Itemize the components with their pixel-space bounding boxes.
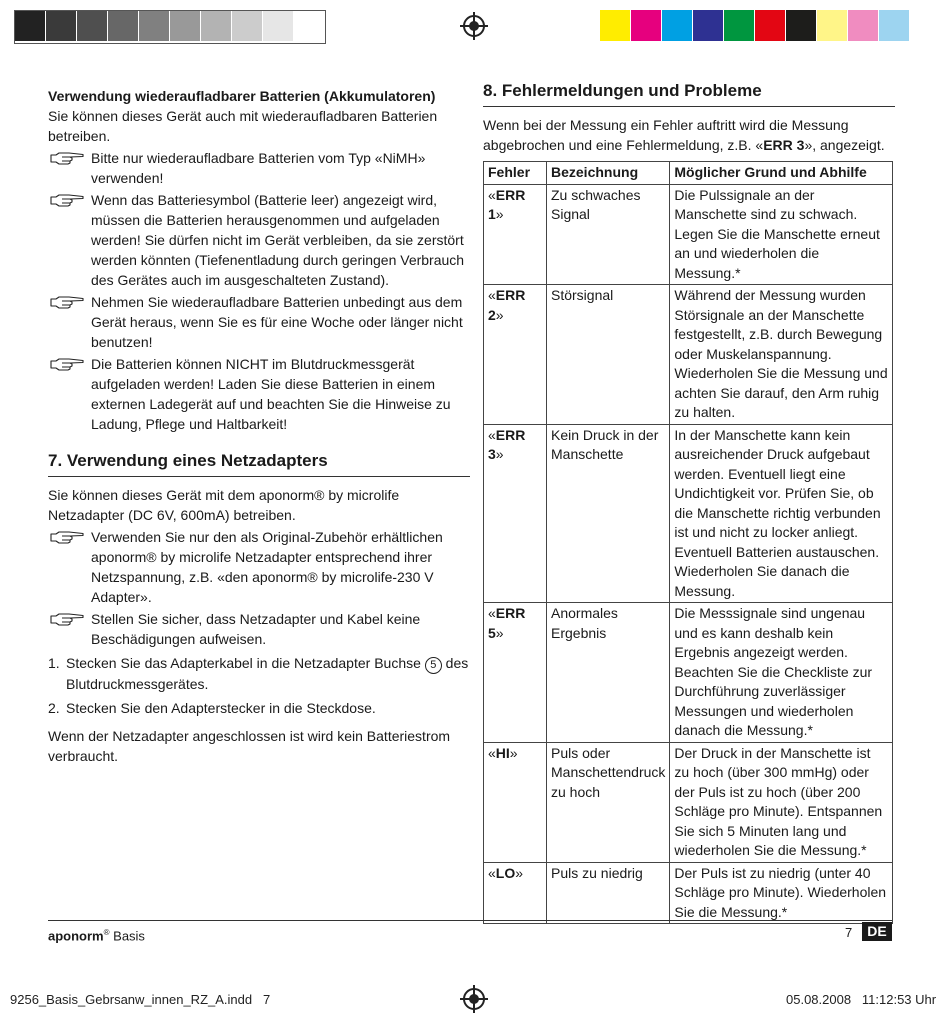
header-bezeichnung: Bezeichnung	[547, 162, 670, 185]
color-swatch	[232, 11, 263, 41]
errors-intro	[483, 115, 895, 155]
step-item	[48, 698, 470, 718]
footer-brand: aponorm	[48, 928, 104, 944]
error-name: Puls zu niedrig	[547, 862, 670, 924]
color-swatch	[631, 10, 662, 41]
error-code: ERR 3	[488, 426, 526, 462]
grey-calibration-bar	[14, 10, 326, 44]
footer-rule	[48, 920, 892, 921]
slug-filename: 9256_Basis_Gebrsanw_innen_RZ_A.indd 7	[10, 992, 271, 1007]
error-code: LO	[495, 864, 516, 881]
color-swatch	[15, 11, 46, 41]
table-row	[484, 603, 893, 743]
color-swatch	[724, 10, 755, 41]
step-item	[48, 653, 470, 694]
error-remedy: In der Manschette kann kein ausreichender Druck aufgebaut werden. Eventuell liegt eine Undichtigkeit vor. Prüfen Sie, ob die Manschette richtig verbunden ist und nicht zu locker anliegt. Eventuell Batterien austauschen. Wiederholen Sie danach die Messung.	[670, 424, 893, 603]
adapter-outro: Wenn der Netzadapter angeschlossen ist wird kein Batteriestrom verbraucht.	[48, 728, 451, 764]
errors-intro-text: Wenn bei der Messung ein Fehler auftritt wird die Messung abgebrochen und eine Fehlermeldung, z.B. «	[483, 117, 849, 153]
table-row	[484, 424, 893, 603]
error-code-cell: «ERR 1»	[484, 184, 547, 285]
error-name: Störsignal	[547, 285, 670, 425]
error-remedy: Während der Messung wurden Störsignale an der Manschette festgestellt, z.B. durch Bewegung oder Muskelanspannung. Wiederholen Sie die Messung und achten Sie darauf, den Arm ruhig zu halten.	[670, 285, 893, 425]
error-table	[483, 161, 893, 924]
color-swatch	[693, 10, 724, 41]
table-row	[484, 862, 893, 924]
note-item	[48, 354, 470, 434]
note-item	[48, 527, 470, 607]
footer-product-name: Basis	[109, 928, 145, 944]
color-swatch	[77, 11, 108, 41]
socket-number-badge: 5	[425, 657, 442, 674]
color-swatch	[201, 11, 232, 41]
adapter-notes	[48, 527, 470, 649]
color-swatch	[662, 10, 693, 41]
table-row	[484, 184, 893, 285]
step-number: 1.	[48, 655, 60, 671]
error-code: ERR 5	[488, 605, 526, 641]
color-swatch	[817, 10, 848, 41]
step-number: 2.	[48, 700, 60, 716]
color-swatch	[879, 10, 910, 41]
error-name: Zu schwaches Signal	[547, 184, 670, 285]
note-text: Verwenden Sie nur den als Original-Zubehör erhältlichen aponorm® by microlife Netzadapter entsprechend ihrer Netzspannung, z.B. «den aponorm® by microlife-230 V Adapter».	[91, 529, 443, 605]
table-row	[484, 742, 893, 862]
step-text: Stecken Sie den Adapterstecker in die Steckdose.	[66, 700, 376, 716]
error-table-header	[484, 162, 893, 185]
adapter-intro: Sie können dieses Gerät mit dem aponorm® by microlife Netzadapter (DC 6V, 600mA) betreiben.	[48, 487, 400, 523]
color-swatch	[263, 11, 294, 41]
errors-intro-code: ERR 3	[763, 137, 805, 153]
pointing-hand-icon	[50, 529, 84, 545]
note-text: Bitte nur wiederaufladbare Batterien vom Typ «NiMH» verwenden!	[91, 150, 426, 186]
note-item	[48, 609, 470, 649]
pointing-hand-icon	[50, 192, 84, 208]
note-text: Stellen Sie sicher, dass Netzadapter und Kabel keine Beschädigungen aufweisen.	[91, 611, 421, 647]
error-code-cell: «ERR 2»	[484, 285, 547, 425]
color-swatch	[139, 11, 170, 41]
error-remedy: Die Pulssignale an der Manschette sind zu schwach. Legen Sie die Manschette erneut an und wiederholen die Messung.*	[670, 184, 893, 285]
batteries-heading: Verwendung wiederaufladbarer Batterien (Akkumulatoren)	[48, 88, 436, 104]
step-text: Stecken Sie das Adapterkabel in die Netzadapter Buchse	[66, 655, 421, 671]
note-item	[48, 292, 470, 352]
note-text: Nehmen Sie wiederaufladbare Batterien unbedingt aus dem Gerät heraus, wenn Sie es für eine Woche oder länger nicht benutzen!	[91, 294, 463, 350]
error-code-cell: «ERR 3»	[484, 424, 547, 603]
error-code-cell: «ERR 5»	[484, 603, 547, 743]
page-number: 7	[845, 925, 853, 940]
color-swatch	[170, 11, 201, 41]
color-swatch	[294, 11, 325, 41]
section-8-heading	[483, 80, 895, 107]
section-7-heading	[48, 450, 470, 477]
error-remedy: Die Messsignale sind ungenau und es kann deshalb kein Ergebnis angezeigt werden. Beachten Sie die Checkliste zur Durchführung zuverlässiger Messungen und wiederholen danach die Messung.*	[670, 603, 893, 743]
language-badge: DE	[862, 922, 892, 941]
section-8-title: 8. Fehlermeldungen und Probleme	[483, 81, 762, 100]
registration-mark-icon	[463, 15, 485, 37]
note-item	[48, 148, 470, 188]
section-7-title: 7. Verwendung eines Netzadapters	[48, 451, 328, 470]
footer-brand-mark: ®	[103, 928, 110, 937]
batteries-intro: Sie können dieses Gerät auch mit wiederaufladbaren Batterien betreiben.	[48, 108, 438, 144]
pointing-hand-icon	[50, 356, 84, 372]
right-column	[483, 80, 895, 924]
error-name: Kein Druck in der Manschette	[547, 424, 670, 603]
pointing-hand-icon	[50, 150, 84, 166]
footer-product	[48, 923, 145, 946]
color-swatch	[786, 10, 817, 41]
table-row	[484, 285, 893, 425]
error-name: Anormales Ergebnis	[547, 603, 670, 743]
color-swatch	[600, 10, 631, 41]
error-remedy: Der Druck in der Manschette ist zu hoch (über 300 mmHg) oder der Puls ist zu hoch (über 200 Schläge pro Minute). Entspannen Sie sich 5 Minuten lang und wiederholen Sie die Messung.*	[670, 742, 893, 862]
color-swatch	[46, 11, 77, 41]
header-abhilfe: Möglicher Grund und Abhilfe	[670, 162, 893, 185]
error-code: ERR 2	[488, 287, 526, 323]
color-calibration-bar	[600, 10, 910, 42]
adapter-steps	[48, 653, 470, 718]
pointing-hand-icon	[50, 294, 84, 310]
left-column	[48, 86, 470, 766]
error-code: ERR 1	[488, 186, 526, 222]
slug-timestamp: 05.08.2008 11:12:53 Uhr	[786, 992, 937, 1007]
note-item	[48, 190, 470, 290]
error-code-cell: «LO»	[484, 862, 547, 924]
pointing-hand-icon	[50, 611, 84, 627]
step-text-end: des Blutdruckmessgerätes.	[66, 655, 469, 692]
header-fehler: Fehler	[484, 162, 547, 185]
error-code: HI	[495, 744, 510, 761]
battery-notes	[48, 148, 470, 434]
note-text: Wenn das Batteriesymbol (Batterie leer) angezeigt wird, müssen die Batterien herausgenommen und aufgeladen werden! Sie dürfen nicht im Gerät verbleiben, da sie zerstört werden könnten (Tiefenentladung durch geringen Verbrauch des Gerätes auch im ausgeschalteten Zustand).	[91, 192, 465, 288]
error-code-cell: «HI»	[484, 742, 547, 862]
errors-intro-text-end: », angezeigt.	[804, 137, 885, 153]
error-remedy: Der Puls ist zu niedrig (unter 40 Schläge pro Minute). Wiederholen Sie die Messung.*	[670, 862, 893, 924]
registration-mark-icon	[463, 988, 485, 1010]
note-text: Die Batterien können NICHT im Blutdruckmessgerät aufgeladen werden! Laden Sie diese Batterien in einem externen Ladegerät auf und beachten Sie die Hinweise zu Ladung, Pflege und Haltbarkeit!	[91, 356, 451, 432]
color-swatch	[755, 10, 786, 41]
color-swatch	[848, 10, 879, 41]
color-swatch	[108, 11, 139, 41]
error-name: Puls oder Manschettendruck zu hoch	[547, 742, 670, 862]
